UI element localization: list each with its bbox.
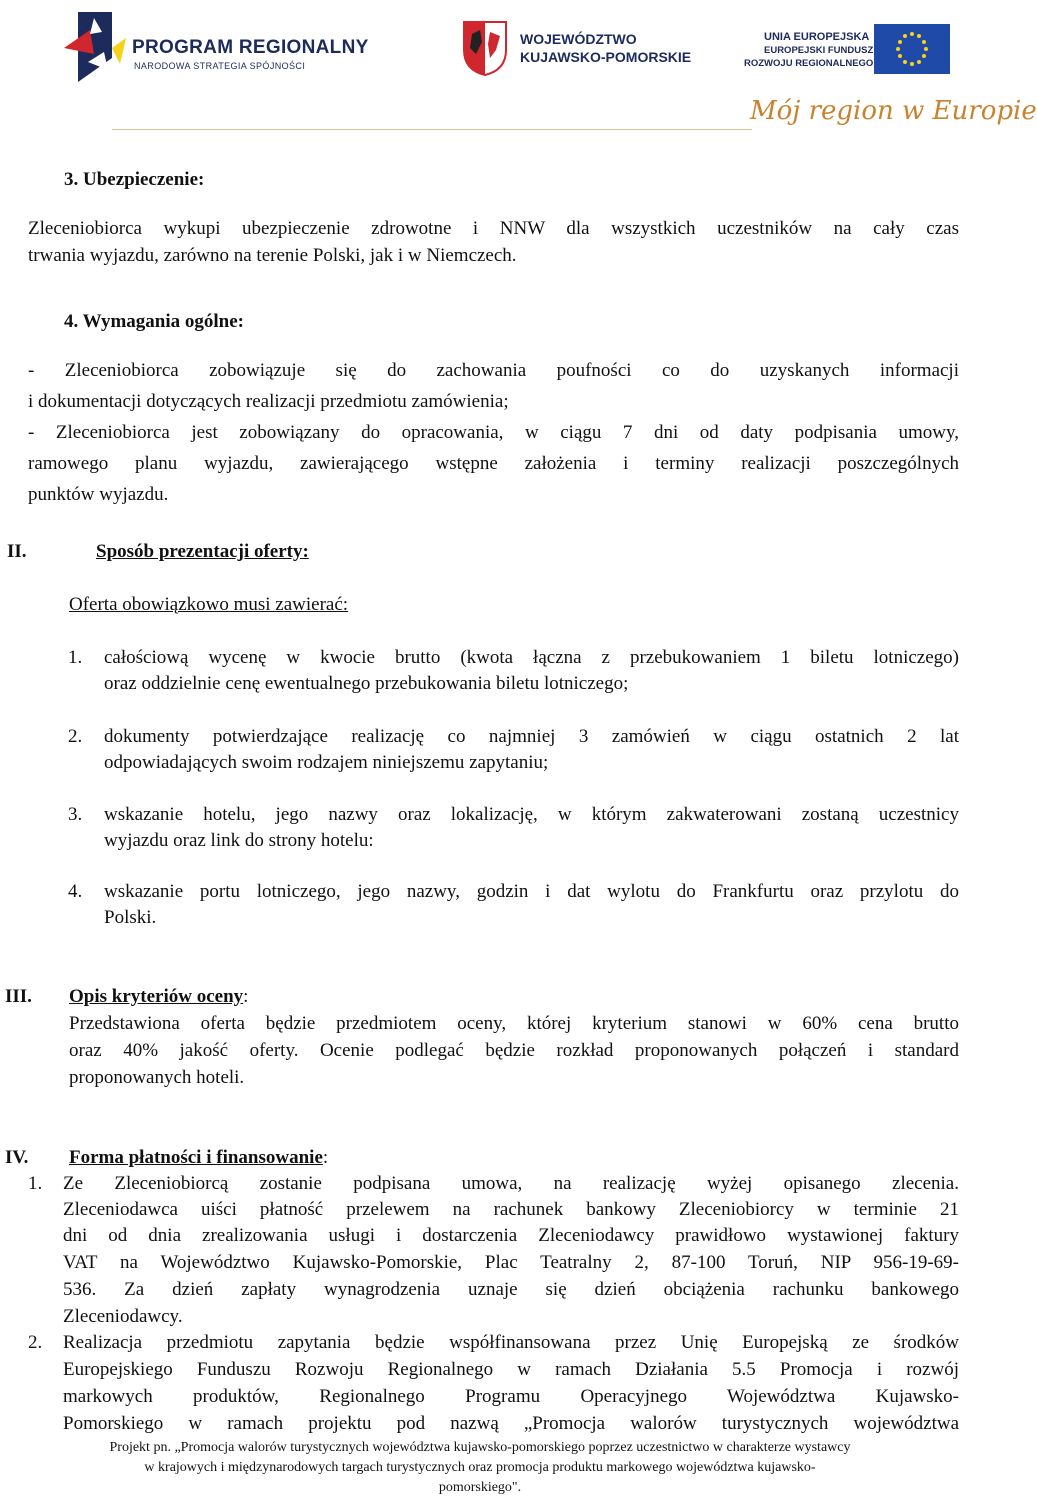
section-III-line2: oraz 40% jakość oferty. Ocenie podlegać będzie rozkład proponowanych połączeń i standard (69, 1040, 959, 1061)
eu-flag-icon (874, 24, 950, 74)
slogan: Mój region w Europie (750, 96, 1037, 126)
section-II-subheading: Oferta obowiązkowo musi zawierać: (69, 594, 349, 615)
offer-item-4-number: 4. (68, 881, 83, 902)
payment-item-2-line2: Europejskiego Funduszu Rozwoju Regionalnego w ramach Działania 5.5 Promocja i rozwój (63, 1359, 959, 1380)
section-IV-colon: : (322, 1147, 329, 1168)
section-4-line4: ramowego planu wyjazdu, zawierającego wstępne założenia i terminy realizacji poszczególnych (28, 453, 959, 474)
payment-item-2-number: 2. (28, 1332, 43, 1353)
payment-item-1-line2: Zleceniodawca uiści płatność przelewem na rachunek bankowy Zleceniobiorcy w terminie 21 (63, 1199, 959, 1220)
footer-line1: Projekt pn. „Promocja walorów turystycznych województwa kujawsko-pomorskiego poprzez uczestnictwo w charakterze wystawcy (109, 1440, 851, 1455)
section-IV-number: IV. (5, 1147, 29, 1168)
eu-title: UNIA EUROPEJSKA (764, 31, 870, 43)
section-4-line5: punktów wyjazdu. (28, 484, 169, 505)
payment-item-2-line4: Pomorskiego w ramach projektu pod nazwą „Promocja walorów turystycznych województwa (63, 1413, 959, 1434)
program-regionalny-logo-icon (64, 8, 126, 86)
section-3-heading: 3. Ubezpieczenie: (64, 169, 205, 190)
offer-item-2-line1: dokumenty potwierdzające realizację co najmniej 3 zamówień w ciągu ostatnich 2 lat (104, 726, 959, 747)
section-II-heading: Sposób prezentacji oferty: (96, 541, 309, 562)
eu-line2: EUROPEJSKI FUNDUSZ (764, 45, 874, 56)
voivodeship-line1: WOJEWÓDZTWO (520, 31, 637, 47)
offer-item-2-line2: odpowiadających swoim rodzajem niniejszemu zapytaniu; (104, 752, 549, 773)
payment-item-1-number: 1. (28, 1173, 43, 1194)
offer-item-1-line2: oraz oddzielnie cenę ewentualnego przebukowania biletu lotniczego; (104, 673, 629, 694)
offer-item-2-number: 2. (68, 726, 83, 747)
section-3-line1: Zleceniobiorca wykupi ubezpieczenie zdrowotne i NNW dla wszystkich uczestników na cały czas (28, 218, 959, 239)
section-4-heading: 4. Wymagania ogólne: (64, 311, 244, 332)
program-subtitle: NARODOWA STRATEGIA SPÓJNOŚCI (134, 61, 306, 71)
payment-item-1-line5: 536. Za dzień zapłaty wynagrodzenia uznaje się dzień obciążenia rachunku bankowego (63, 1279, 959, 1300)
offer-item-3-number: 3. (68, 804, 83, 825)
offer-item-3-line1: wskazanie hotelu, jego nazwy oraz lokalizację, w którym zakwaterowani zostaną uczestnicy (104, 804, 959, 825)
section-III-heading-line (69, 984, 248, 1010)
payment-item-1-line4: VAT na Województwo Kujawsko-Pomorskie, Plac Teatralny 2, 87-100 Toruń, NIP 956-19-69- (63, 1252, 959, 1273)
section-IV-heading: Forma płatności i finansowanie (69, 1147, 323, 1168)
offer-item-1-number: 1. (68, 647, 83, 668)
section-III-heading: Opis kryteriów oceny (69, 986, 244, 1007)
program-title: PROGRAM REGIONALNY (132, 37, 369, 58)
eu-line3: ROZWOJU REGIONALNEGO (744, 58, 874, 69)
voivodeship-line2: KUJAWSKO-POMORSKIE (520, 49, 692, 65)
offer-item-4-line1: wskazanie portu lotniczego, jego nazwy, godzin i dat wylotu do Frankfurtu oraz przylotu do (104, 881, 959, 902)
section-4-line3: - Zleceniobiorca jest zobowiązany do opracowania, w ciągu 7 dni od daty podpisania umowy, (28, 422, 959, 443)
section-4-line2: i dokumentacji dotyczących realizacji przedmiotu zamówienia; (28, 391, 509, 412)
footer-line3: pomorskiego". (438, 1480, 522, 1495)
footer-line2: w krajowych i międzynarodowych targach turystycznych oraz promocja produktu markowego województwa kujawsko- (144, 1460, 816, 1475)
payment-item-1-line3: dni od dnia zrealizowania usługi i dostarczenia Zleceniodawcy prawidłowo wystawionej faktury (63, 1225, 959, 1246)
section-III-line1: Przedstawiona oferta będzie przedmiotem oceny, której kryterium stanowi w 60% cena brutto (69, 1013, 959, 1034)
offer-item-4-line2: Polski. (104, 907, 157, 928)
payment-item-1-line6: Zleceniodawcy. (63, 1306, 183, 1327)
payment-item-2-line1: Realizacja przedmiotu zapytania będzie współfinansowana przez Unię Europejską ze środków (63, 1332, 959, 1353)
section-III-line3: proponowanych hoteli. (69, 1067, 245, 1088)
offer-item-3-line2: wyjazdu oraz link do strony hotelu: (104, 830, 374, 851)
section-II-number: II. (7, 541, 27, 562)
coat-of-arms-icon (462, 20, 508, 76)
section-IV-heading-line (69, 1145, 328, 1171)
offer-item-1-line1: całościową wycenę w kwocie brutto (kwota łączna z przebukowaniem 1 biletu lotniczego) (104, 647, 959, 668)
payment-item-1-line1: Ze Zleceniobiorcą zostanie podpisana umowa, na realizację wyżej opisanego zlecenia. (63, 1173, 959, 1194)
section-III-colon: : (243, 986, 249, 1007)
section-III-number: III. (5, 986, 32, 1007)
header-rule (112, 129, 752, 130)
payment-item-2-line3: markowych produktów, Regionalnego Programu Operacyjnego Województwa Kujawsko- (63, 1386, 959, 1407)
section-4-line1: - Zleceniobiorca zobowiązuje się do zachowania poufności co do uzyskanych informacji (28, 360, 959, 381)
section-3-line2: trwania wyjazdu, zarówno na terenie Polski, jak i w Niemczech. (28, 245, 517, 266)
